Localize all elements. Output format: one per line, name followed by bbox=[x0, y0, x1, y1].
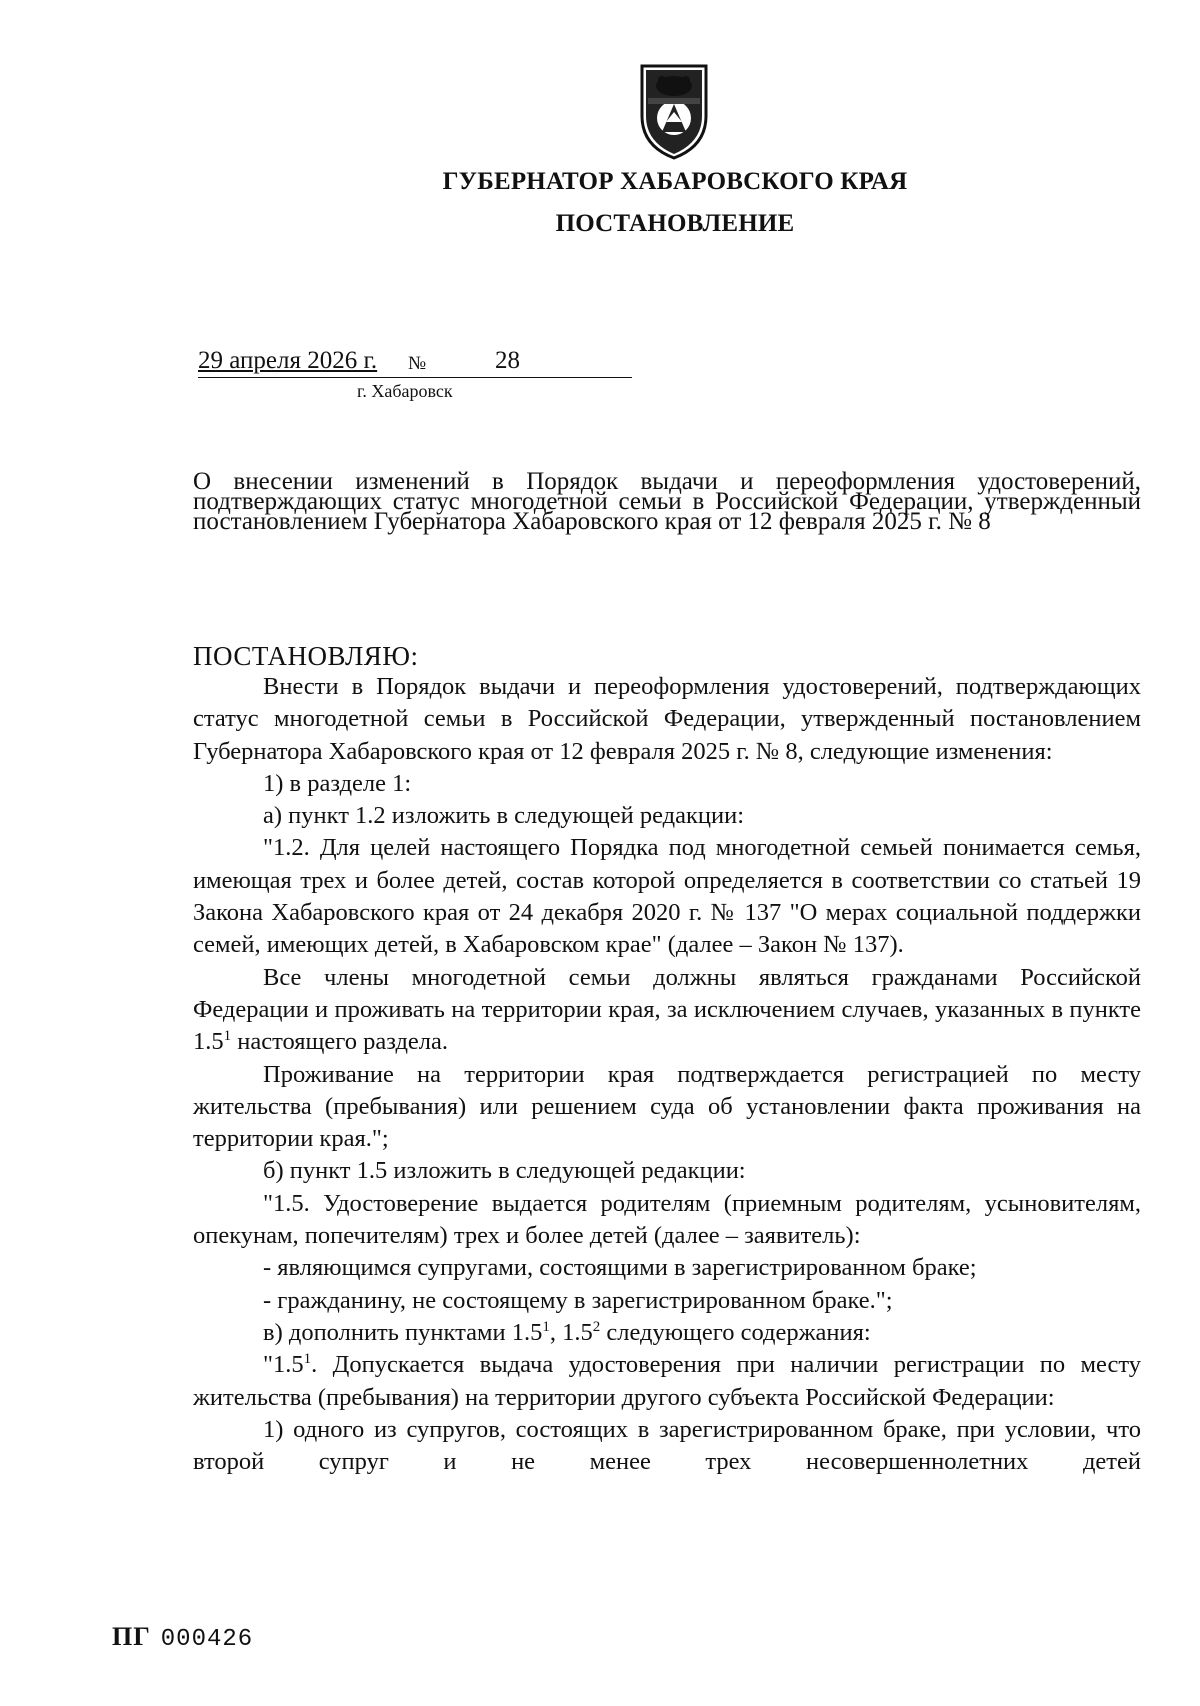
paragraph: Проживание на территории края подтверждается регистрацией по месту жительства (пребывания) или решением суда об установлении факта проживания на территории края."; bbox=[193, 1060, 1141, 1153]
document-city: г. Хабаровск bbox=[357, 381, 453, 401]
authority-heading: ГУБЕРНАТОР ХАБАРОВСКОГО КРАЯ bbox=[442, 168, 908, 195]
document-title: О внесении изменений в Порядок выдачи и переоформления удостоверений, подтверждающих статус многодетной семьи в Российской Федерации, утвержденный постановлением Губернатора Хабаровского края от 12 февраля 2025 г. № 8 bbox=[193, 468, 1141, 535]
decree-word: ПОСТАНОВЛЯЮ: bbox=[193, 641, 419, 671]
paragraph: "1.5. Удостоверение выдается родителям (приемным родителям, усыновителям, опекунам, попечителям) трех и более детей (далее – заявитель): bbox=[193, 1189, 1141, 1250]
paragraph: 1) в разделе 1: bbox=[263, 769, 412, 797]
form-serial: 000426 bbox=[160, 1626, 254, 1653]
form-serial-number bbox=[112, 1622, 253, 1653]
form-series: ПГ bbox=[112, 1622, 151, 1651]
document-date: 29 апреля 2026 г. bbox=[198, 347, 378, 374]
number-sign: № bbox=[408, 353, 427, 374]
paragraph: - являющимся супругами, состоящими в зарегистрированном браке; bbox=[263, 1254, 977, 1282]
document-body bbox=[193, 671, 1141, 1478]
coat-of-arms-emblem bbox=[632, 58, 716, 162]
date-number-line bbox=[198, 347, 632, 378]
paragraph: а) пункт 1.2 изложить в следующей редакции: bbox=[263, 802, 745, 830]
document-number: 28 bbox=[495, 347, 520, 374]
paragraph: б) пункт 1.5 изложить в следующей редакции: bbox=[263, 1157, 746, 1185]
paragraph: 1) одного из супругов, состоящих в зарегистрированном браке, при условии, что второй супруг и не менее трех несовершеннолетних детей bbox=[193, 1415, 1141, 1476]
paragraph: в) дополнить пунктами $1.5^1$, $1.5^2$ следующего содержания: bbox=[263, 1318, 871, 1346]
document-type-heading: ПОСТАНОВЛЕНИЕ bbox=[555, 210, 795, 237]
paragraph: Внести в Порядок выдачи и переоформления удостоверений, подтверждающих статус многодетной семьи в Российской Федерации, утвержденный постановлением Губернатора Хабаровского края от 12 февраля 2025 г. № 8, следующие изменения: bbox=[193, 673, 1141, 765]
paragraph: Все члены многодетной семьи должны являться гражданами Российской Федерации и проживать на территории края, за исключением случаев, указанных в пункте $1.5^1$ настоящего раздела. bbox=[193, 963, 1141, 1056]
paragraph: "1.2. Для целей настоящего Порядка под многодетной семьей понимается семья, имеющая трех и более детей, состав которой определяется в соответствии со статьей 19 Закона Хабаровского края от 24 декабря 2020 г. № 137 "О мерах социальной поддержки семей, имеющих детей, в Хабаровском крае" (далее – Закон № 137). bbox=[193, 834, 1141, 959]
paragraph: "$1.5^1$. Допускается выдача удостоверения при наличии регистрации по месту жительства (пребывания) на территории другого субъекта Российской Федерации: bbox=[193, 1351, 1141, 1411]
paragraph: - гражданину, не состоящему в зарегистрированном браке."; bbox=[263, 1286, 893, 1314]
